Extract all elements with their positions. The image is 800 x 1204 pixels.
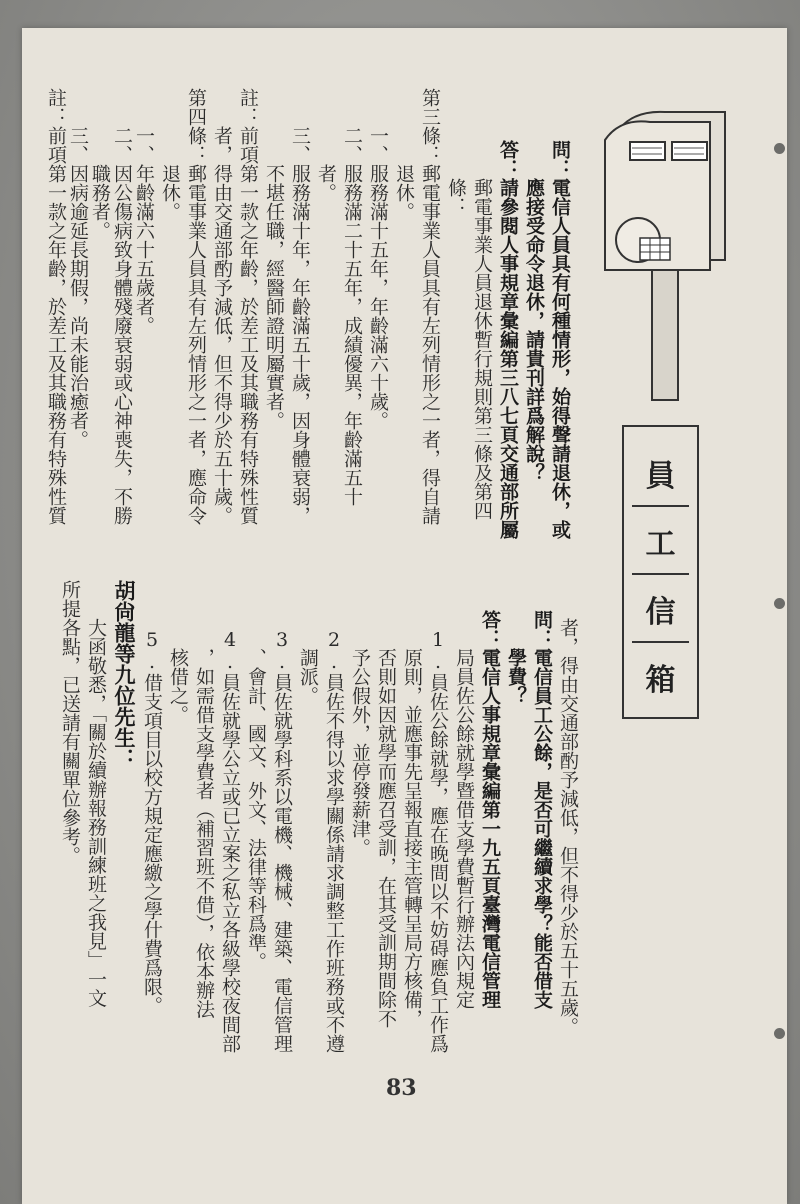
qa1-answer-line: 條：: [445, 140, 467, 216]
mailbox-illustration: [590, 100, 740, 405]
qa1-answer-line: 郵電事業人員退休暫行規則第三條及第四: [471, 140, 493, 520]
article4-line: 第四條：郵電事業人員具有左列情形之一者，應命令: [185, 88, 207, 525]
title-divider: [632, 505, 689, 507]
qa2-item-line: 4.員佐就學公立或已立案之私立各級學校夜間部: [219, 610, 241, 1053]
title-divider: [632, 641, 689, 643]
article4-line: 一、年齡滿六十五歲者。: [133, 88, 155, 335]
qa2-question-line: 問：電信員工公餘，是否可繼續求學？能否借支: [531, 610, 553, 1009]
qa1-question-line: 問：電信人員具有何種情形，始得聲請退休，或: [549, 140, 571, 539]
qa2-item-line: 否則如因就學而應召受訓，在其受訓期間除不: [375, 610, 397, 1028]
note2-continued-line: 者，得由交通部酌予減低，但不得少於五十五歲。: [557, 580, 579, 1036]
article3-line: 退休。: [393, 88, 415, 221]
qa1-answer-line: 答：請參閱人事規章彙編第三八七頁交通部所屬: [497, 140, 519, 539]
reply-body-line: 所提各點，已送請有關單位參考。: [59, 580, 81, 865]
title-divider: [632, 573, 689, 575]
article3-line: 一、服務滿十五年，年齡滿六十歲。: [367, 88, 389, 430]
qa2-item-line: 核借之。: [167, 610, 189, 724]
qa2-item-line: 予公假外，並停發薪津。: [349, 610, 371, 857]
qa2-answer-line: 局員佐公餘就學暨借支學費暫行辦法內規定: [453, 610, 475, 1009]
binding-hole: [774, 598, 785, 609]
article4-line: 職務者。: [89, 88, 111, 240]
qa2-item-line: 3.員佐就學科系以電機、機械、建築、電信管理: [271, 610, 293, 1053]
page-number: 83: [386, 1075, 417, 1101]
article4-line: 退休。: [159, 88, 181, 221]
article3-line: 不堪任職，經醫師證明屬實者。: [263, 88, 285, 430]
reply-body-line: 大函敬悉，「關於續辦報務訓練班之我見」一文: [85, 580, 107, 1008]
qa2-item-line: 原則，並應事先呈報直接主管轉呈局方核備，: [401, 610, 423, 1028]
note2-line: 註：前項第一款之年齡，於差工及其職務有特殊性質: [45, 88, 67, 525]
section-title-char: 箱: [645, 663, 676, 698]
qa2-item-line: 2.員佐不得以求學關係請求調整工作班務或不遵: [323, 610, 345, 1053]
article3-line: 者。: [315, 88, 337, 202]
article3-line: 三、服務滿十年，年齡滿五十歲，因身體衰弱，: [289, 88, 311, 525]
reply-addressee: 胡尙龍等九位先生：: [112, 580, 137, 769]
qa2-item-line: 調派。: [297, 610, 319, 705]
qa2-question-line: 學費？: [505, 610, 527, 705]
section-title-box: [622, 425, 699, 719]
qa2-item-line: 1.員佐公餘就學，應在晚間以不妨碍應負工作爲: [427, 610, 449, 1053]
article4-line: 二、因公傷病致身體殘廢衰弱或心神喪失，不勝: [111, 88, 133, 525]
qa1-question-line: 應接受命令退休，請貴刊詳爲解說？: [523, 140, 545, 482]
qa2-item-line: 、會計、國文、外文、法律等科爲準。: [245, 610, 267, 971]
note1-line: 者，得由交通部酌予減低，但不得少於五十歲。: [211, 88, 233, 525]
qa2-item-line: ，如需借支學費者（補習班不借），依本辦法: [193, 610, 215, 1019]
article3-line: 第三條：郵電事業人員具有左列情形之一者，得自請: [419, 88, 441, 525]
article4-line: 三、因病逾延長期假，尚未能治癒者。: [67, 88, 89, 449]
qa2-answer-line: 答：電信人事規章彙編第一九五頁臺灣電信管理: [479, 610, 501, 1009]
qa2-item-line: 5.借支項目以校方規定應繳之學什費爲限。: [141, 610, 163, 1015]
note1-line: 註：前項第一款之年齡，於差工及其職務有特殊性質: [237, 88, 259, 525]
article3-line: 二、服務滿二十五年，成績優異，年齡滿五十: [341, 88, 363, 506]
section-title-char: 員: [645, 459, 676, 494]
section-title-char: 信: [645, 595, 676, 630]
binding-hole: [774, 143, 785, 154]
section-title-char: 工: [645, 527, 676, 562]
binding-hole: [774, 1028, 785, 1039]
